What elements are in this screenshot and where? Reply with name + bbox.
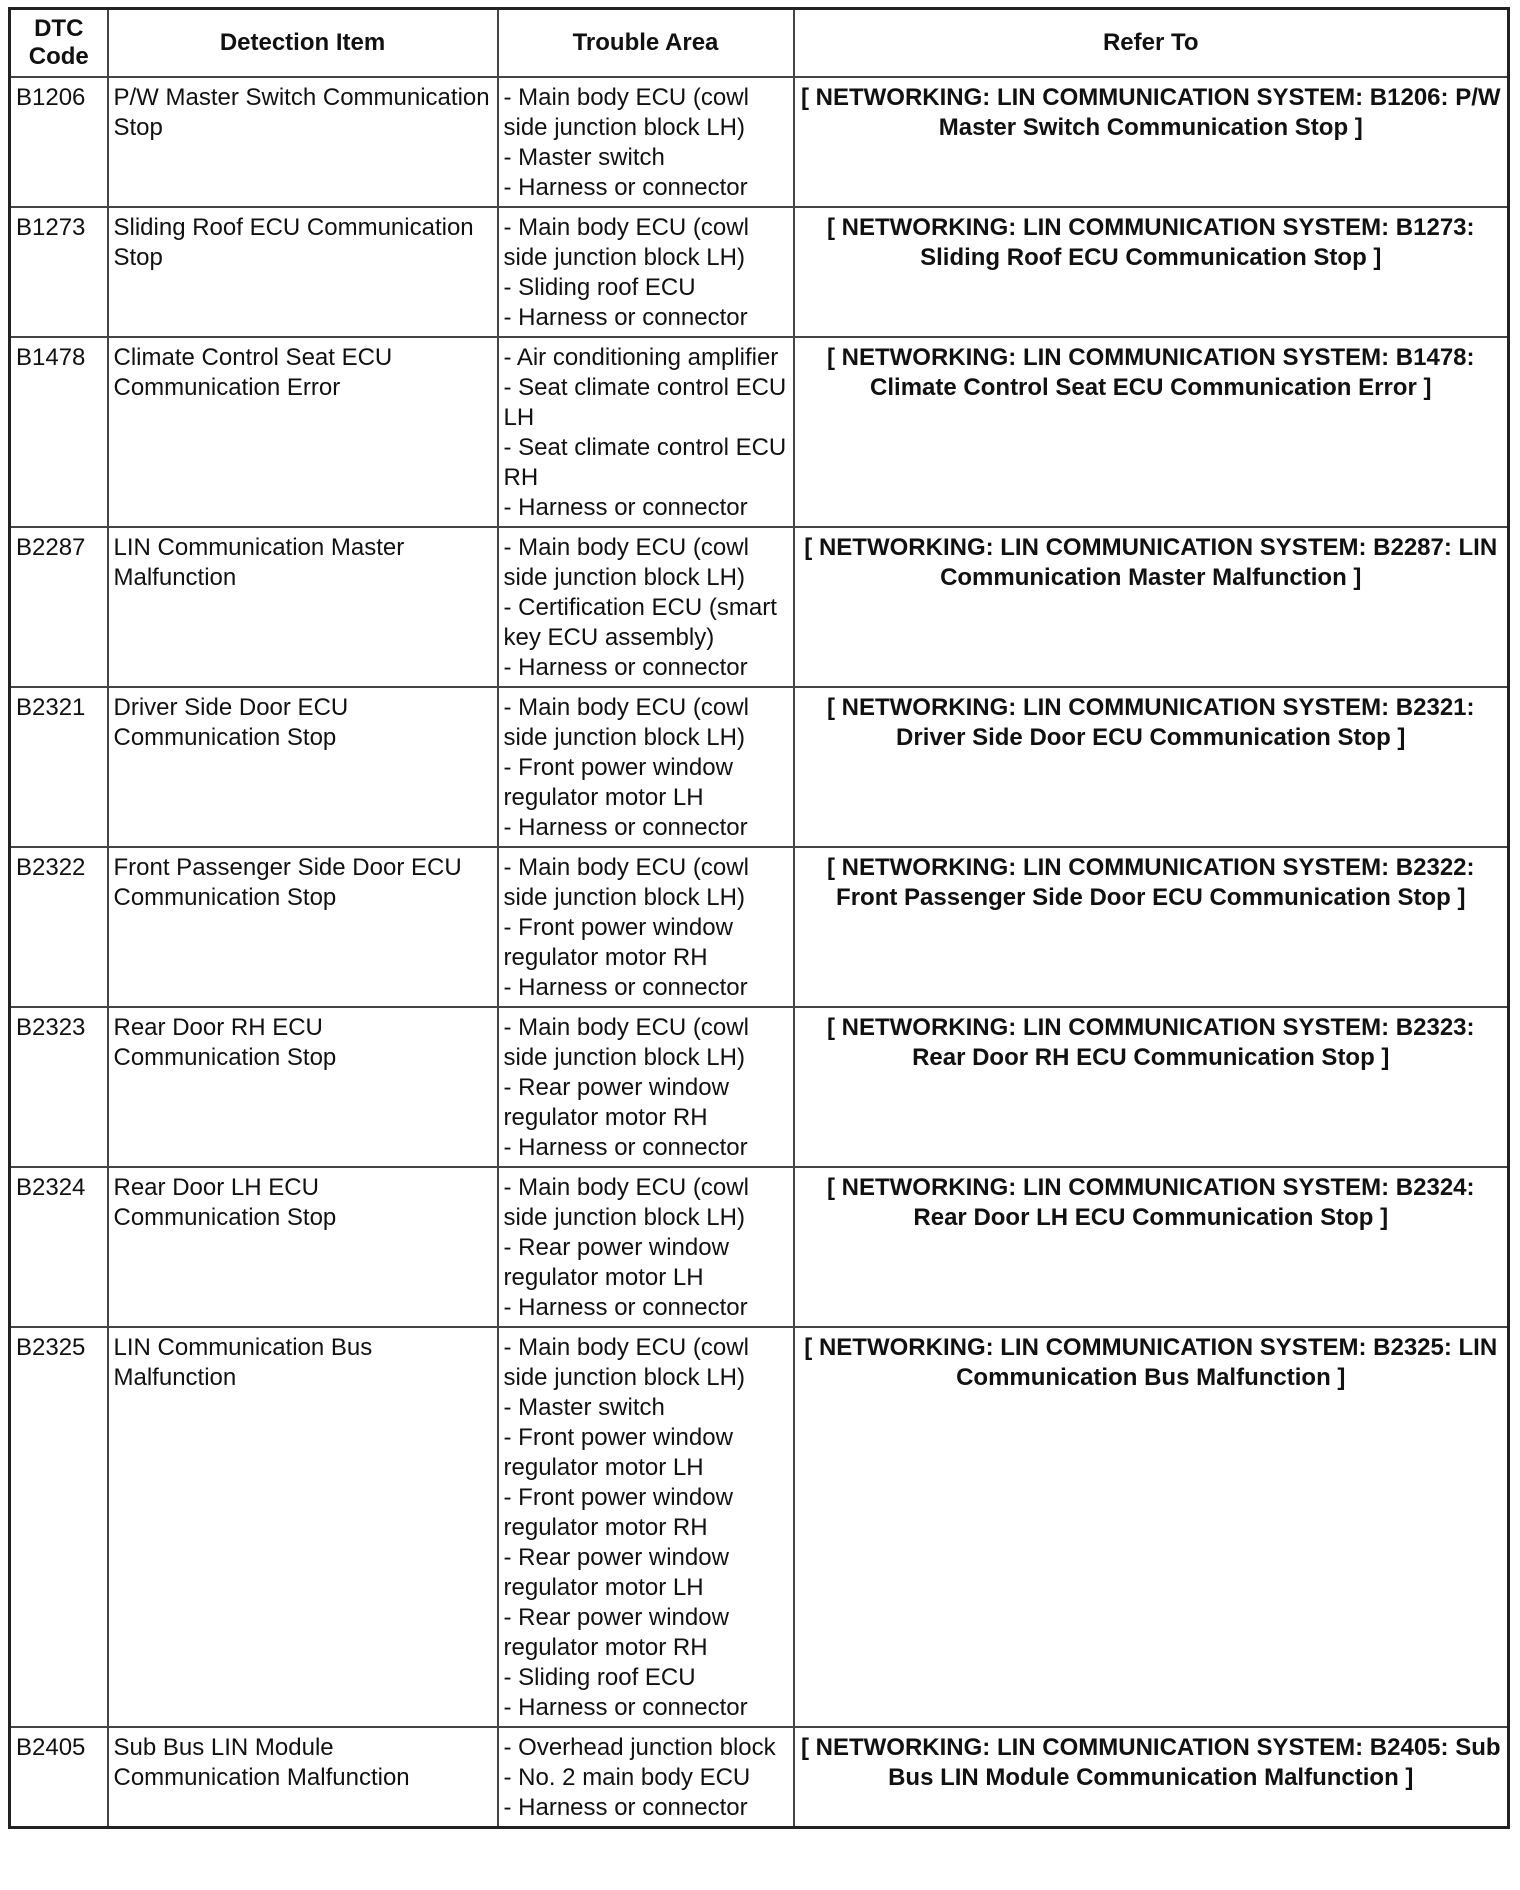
trouble-area-item: - Main body ECU (cowl side junction block LH) xyxy=(503,214,749,271)
trouble-area-list xyxy=(504,1733,788,1823)
refer-to-cell: [ NETWORKING: LIN COMMUNICATION SYSTEM: B2322: Front Passenger Side Door ECU Communication Stop ] xyxy=(794,847,1509,1007)
table-row xyxy=(10,337,1509,527)
header-detection-item-label: Detection Item xyxy=(219,29,386,56)
header-refer-to-label: Refer To xyxy=(1102,29,1199,56)
table-row xyxy=(10,847,1509,1007)
detection-item-cell: Driver Side Door ECU Communication Stop xyxy=(108,687,498,847)
trouble-area-cell xyxy=(498,1727,794,1828)
trouble-area-item: - Main body ECU (cowl side junction block LH) xyxy=(503,694,749,751)
trouble-area-item: - Rear power window regulator motor RH xyxy=(503,1074,729,1131)
refer-to-cell: [ NETWORKING: LIN COMMUNICATION SYSTEM: B2287: LIN Communication Master Malfunction ] xyxy=(794,527,1509,687)
detection-item-cell: Rear Door RH ECU Communication Stop xyxy=(108,1007,498,1167)
detection-item-cell: LIN Communication Master Malfunction xyxy=(108,527,498,687)
dtc-code-cell: B2405 xyxy=(10,1727,108,1828)
detection-item-cell: Sliding Roof ECU Communication Stop xyxy=(108,207,498,337)
dtc-code-cell: B2321 xyxy=(10,687,108,847)
trouble-area-cell xyxy=(498,527,794,687)
trouble-area-item: - Harness or connector xyxy=(503,1694,748,1721)
trouble-area-list xyxy=(504,853,788,1003)
trouble-area-item: - Master switch xyxy=(503,144,665,171)
table-row xyxy=(10,527,1509,687)
trouble-area-list xyxy=(504,213,788,333)
trouble-area-item: - No. 2 main body ECU xyxy=(503,1764,751,1791)
trouble-area-list xyxy=(504,343,788,523)
refer-to-cell: [ NETWORKING: LIN COMMUNICATION SYSTEM: B2405: Sub Bus LIN Module Communication Malfunction ] xyxy=(794,1727,1509,1828)
refer-to-cell: [ NETWORKING: LIN COMMUNICATION SYSTEM: B1273: Sliding Roof ECU Communication Stop ] xyxy=(794,207,1509,337)
trouble-area-list xyxy=(504,1013,788,1163)
trouble-area-cell xyxy=(498,77,794,207)
table-body xyxy=(10,77,1509,1828)
table-row xyxy=(10,77,1509,207)
trouble-area-item: - Harness or connector xyxy=(503,974,748,1001)
trouble-area-item: - Seat climate control ECU RH xyxy=(503,434,787,491)
refer-to-cell: [ NETWORKING: LIN COMMUNICATION SYSTEM: B2324: Rear Door LH ECU Communication Stop ] xyxy=(794,1167,1509,1327)
trouble-area-item: - Harness or connector xyxy=(503,304,748,331)
detection-item-cell: Rear Door LH ECU Communication Stop xyxy=(108,1167,498,1327)
dtc-code-cell: B1206 xyxy=(10,77,108,207)
trouble-area-item: - Harness or connector xyxy=(503,1794,748,1821)
trouble-area-item: - Front power window regulator motor RH xyxy=(503,914,733,971)
trouble-area-item: - Harness or connector xyxy=(503,1134,748,1161)
trouble-area-item: - Main body ECU (cowl side junction block LH) xyxy=(503,84,749,141)
trouble-area-list xyxy=(504,533,788,683)
dtc-code-cell: B2322 xyxy=(10,847,108,1007)
detection-item-cell: LIN Communication Bus Malfunction xyxy=(108,1327,498,1727)
header-dtc-code-label: DTC Code xyxy=(28,15,89,70)
trouble-area-item: - Harness or connector xyxy=(503,814,748,841)
header-detection-item xyxy=(108,9,498,78)
trouble-area-item: - Front power window regulator motor LH xyxy=(503,754,733,811)
trouble-area-item: - Harness or connector xyxy=(503,1294,748,1321)
trouble-area-item: - Seat climate control ECU LH xyxy=(503,374,787,431)
trouble-area-cell xyxy=(498,687,794,847)
table-row xyxy=(10,1007,1509,1167)
trouble-area-item: - Master switch xyxy=(503,1394,665,1421)
trouble-area-list xyxy=(504,1333,788,1723)
table-row xyxy=(10,207,1509,337)
dtc-code-cell: B1478 xyxy=(10,337,108,527)
trouble-area-cell xyxy=(498,207,794,337)
trouble-area-cell xyxy=(498,847,794,1007)
trouble-area-item: - Sliding roof ECU xyxy=(503,274,696,301)
trouble-area-item: - Harness or connector xyxy=(503,494,748,521)
refer-to-cell: [ NETWORKING: LIN COMMUNICATION SYSTEM: B2321: Driver Side Door ECU Communication Stop ] xyxy=(794,687,1509,847)
trouble-area-item: - Front power window regulator motor LH xyxy=(503,1424,733,1481)
trouble-area-item: - Sliding roof ECU xyxy=(503,1664,696,1691)
trouble-area-item: - Overhead junction block xyxy=(503,1734,776,1761)
header-trouble-area-label: Trouble Area xyxy=(572,29,719,56)
trouble-area-cell xyxy=(498,1007,794,1167)
detection-item-cell: Climate Control Seat ECU Communication Error xyxy=(108,337,498,527)
detection-item-cell: Front Passenger Side Door ECU Communication Stop xyxy=(108,847,498,1007)
trouble-area-item: - Harness or connector xyxy=(503,174,748,201)
header-dtc-code xyxy=(10,9,108,78)
trouble-area-cell xyxy=(498,337,794,527)
table-row xyxy=(10,1327,1509,1727)
trouble-area-list xyxy=(504,83,788,203)
trouble-area-item: - Rear power window regulator motor LH xyxy=(503,1544,729,1601)
dtc-code-cell: B1273 xyxy=(10,207,108,337)
trouble-area-item: - Main body ECU (cowl side junction block LH) xyxy=(503,854,749,911)
trouble-area-item: - Certification ECU (smart key ECU assembly) xyxy=(503,594,777,651)
dtc-code-cell: B2325 xyxy=(10,1327,108,1727)
trouble-area-list xyxy=(504,693,788,843)
trouble-area-item: - Harness or connector xyxy=(503,654,748,681)
trouble-area-item: - Front power window regulator motor RH xyxy=(503,1484,733,1541)
detection-item-cell: P/W Master Switch Communication Stop xyxy=(108,77,498,207)
table-header xyxy=(10,9,1509,78)
detection-item-cell: Sub Bus LIN Module Communication Malfunction xyxy=(108,1727,498,1828)
refer-to-cell: [ NETWORKING: LIN COMMUNICATION SYSTEM: B1206: P/W Master Switch Communication Stop ] xyxy=(794,77,1509,207)
trouble-area-item: - Air conditioning amplifier xyxy=(503,344,779,371)
header-row xyxy=(10,9,1509,78)
dtc-code-cell: B2287 xyxy=(10,527,108,687)
dtc-table xyxy=(8,7,1510,1829)
trouble-area-item: - Rear power window regulator motor RH xyxy=(503,1604,729,1661)
trouble-area-list xyxy=(504,1173,788,1323)
trouble-area-item: - Main body ECU (cowl side junction block LH) xyxy=(503,1334,749,1391)
dtc-code-cell: B2324 xyxy=(10,1167,108,1327)
trouble-area-cell xyxy=(498,1327,794,1727)
trouble-area-item: - Rear power window regulator motor LH xyxy=(503,1234,729,1291)
trouble-area-item: - Main body ECU (cowl side junction block LH) xyxy=(503,534,749,591)
dtc-code-cell: B2323 xyxy=(10,1007,108,1167)
trouble-area-item: - Main body ECU (cowl side junction block LH) xyxy=(503,1014,749,1071)
refer-to-cell: [ NETWORKING: LIN COMMUNICATION SYSTEM: B2325: LIN Communication Bus Malfunction ] xyxy=(794,1327,1509,1727)
refer-to-cell: [ NETWORKING: LIN COMMUNICATION SYSTEM: B1478: Climate Control Seat ECU Communication Error ] xyxy=(794,337,1509,527)
trouble-area-item: - Main body ECU (cowl side junction block LH) xyxy=(503,1174,749,1231)
table-row xyxy=(10,1167,1509,1327)
trouble-area-cell xyxy=(498,1167,794,1327)
refer-to-cell: [ NETWORKING: LIN COMMUNICATION SYSTEM: B2323: Rear Door RH ECU Communication Stop ] xyxy=(794,1007,1509,1167)
table-row xyxy=(10,1727,1509,1828)
header-trouble-area xyxy=(498,9,794,78)
header-refer-to xyxy=(794,9,1509,78)
table-row xyxy=(10,687,1509,847)
